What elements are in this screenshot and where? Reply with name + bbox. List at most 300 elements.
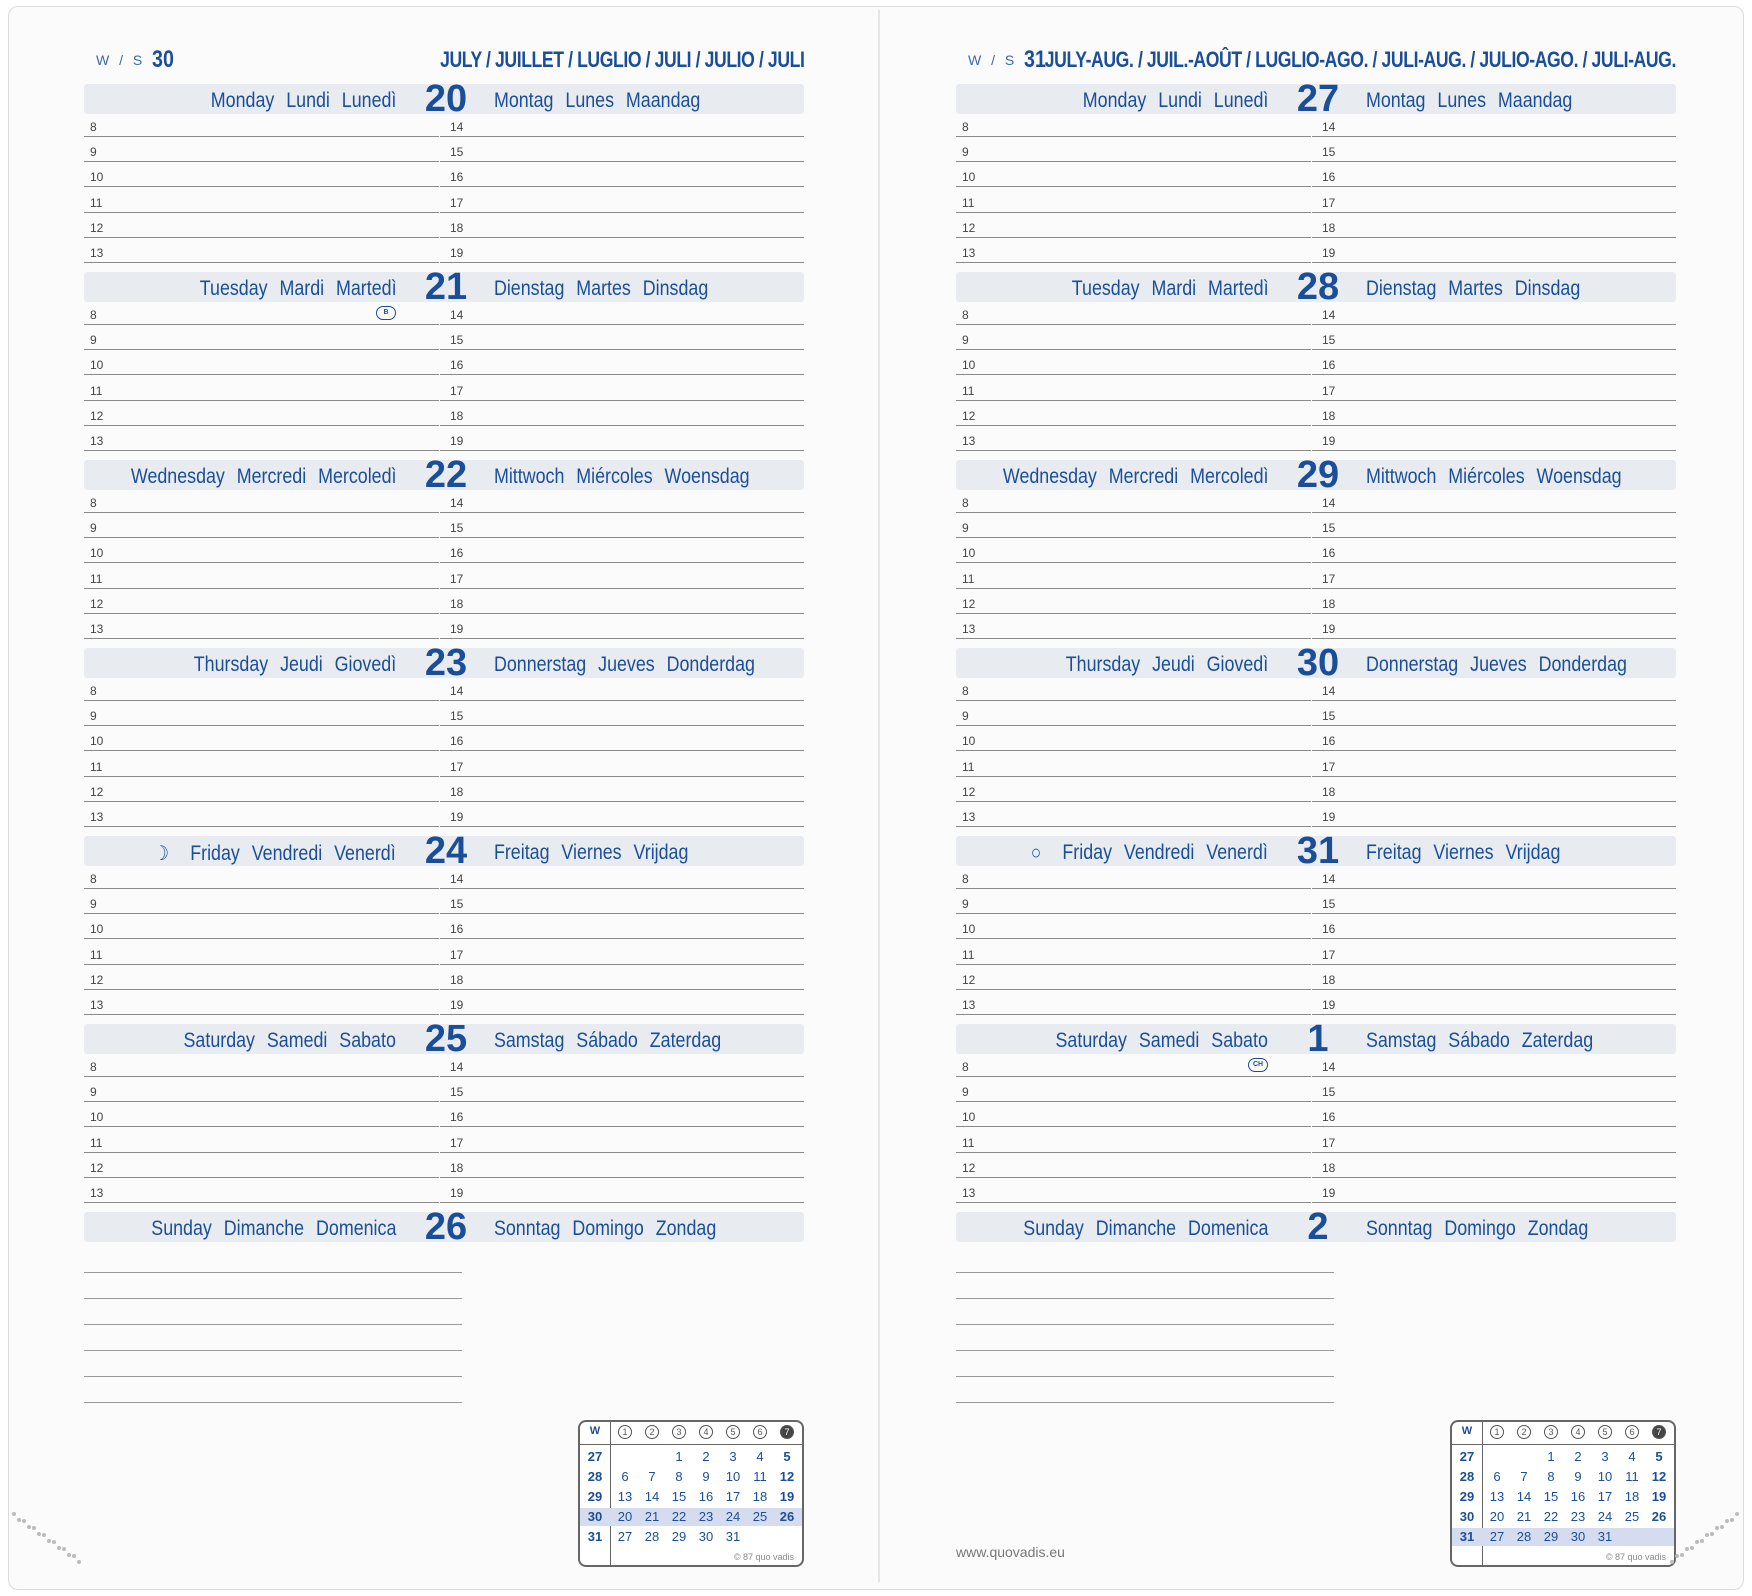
week-header: [84, 46, 804, 76]
hour-label: 12: [90, 220, 104, 235]
weekday-header: [612, 1425, 638, 1439]
calendar-day: 24: [1597, 1509, 1613, 1524]
mini-calendar-header: [580, 1424, 802, 1442]
day-name: Sunday: [1022, 1217, 1084, 1240]
calendar-day: 2: [702, 1449, 710, 1464]
week-number-cell: 30: [1459, 1509, 1475, 1524]
weekday-header: [720, 1425, 746, 1439]
hour-label: 15: [450, 897, 464, 912]
time-slot[interactable]: [956, 986, 1311, 1015]
time-slot[interactable]: [84, 986, 439, 1015]
note-line[interactable]: [84, 1298, 462, 1325]
hour-label: 13: [962, 622, 976, 636]
day-name: Domenica: [1187, 1217, 1269, 1240]
time-slot[interactable]: [1312, 422, 1676, 451]
day-name: Friday: [190, 842, 241, 865]
hour-label: 18: [1322, 596, 1336, 611]
calendar-week-row: [580, 1448, 802, 1466]
day-name: Wednesday: [1002, 465, 1097, 488]
hour-label: 15: [450, 709, 464, 724]
hour-label: 18: [450, 1160, 464, 1175]
day-names-left: [1017, 1217, 1274, 1241]
day-name: Viernes: [561, 841, 622, 864]
hour-label: 8: [962, 120, 969, 134]
hour-label: 15: [450, 1085, 464, 1100]
day-name: Dinsdag: [1514, 277, 1581, 300]
day-name: Vrijdag: [1505, 841, 1561, 864]
day-name: Saturday: [1055, 1029, 1128, 1052]
hour-label: 9: [90, 1085, 97, 1100]
day-name: Sonntag: [1365, 1217, 1433, 1240]
moon-phase-icon: ○: [1031, 842, 1042, 864]
calendar-week-row: [1452, 1508, 1674, 1526]
time-slot[interactable]: [440, 798, 804, 827]
hour-label: 19: [1322, 810, 1336, 824]
time-slot[interactable]: [956, 234, 1311, 263]
time-slot[interactable]: [440, 610, 804, 639]
hour-label: 8: [962, 496, 969, 510]
hour-label: 16: [1322, 546, 1336, 561]
calendar-week-row: [1452, 1468, 1674, 1486]
day-name: Mittwoch: [493, 465, 565, 488]
time-slot[interactable]: [84, 234, 439, 263]
hour-label: 19: [450, 998, 464, 1012]
day-name: Dienstag: [1365, 277, 1437, 300]
note-line[interactable]: [84, 1376, 462, 1403]
note-line[interactable]: [956, 1376, 1334, 1403]
week-number-cell: 27: [587, 1449, 603, 1464]
day-number: 22: [424, 454, 468, 496]
calendar-week-row: [1452, 1448, 1674, 1466]
note-line[interactable]: [956, 1350, 1334, 1377]
day-name: Vendredi: [1124, 841, 1195, 864]
day-name: Mercredi: [1108, 465, 1178, 488]
hour-label: 11: [90, 1135, 103, 1150]
weekday-circle: 7: [780, 1425, 794, 1439]
hour-label: 17: [450, 195, 464, 210]
hour-label: 15: [1322, 709, 1336, 724]
calendar-day: 27: [617, 1529, 633, 1544]
day-names-right: [488, 1217, 722, 1241]
hour-label: 15: [1322, 897, 1336, 912]
time-slot[interactable]: [440, 986, 804, 1015]
calendar-day: 2: [1574, 1449, 1582, 1464]
time-slot[interactable]: [84, 610, 439, 639]
day-name: Jeudi: [1151, 653, 1195, 676]
hour-label: 9: [962, 333, 969, 348]
day-names-right: [1360, 1217, 1594, 1241]
time-slot[interactable]: [1312, 234, 1676, 263]
calendar-week-row: [1452, 1528, 1674, 1546]
hour-label: 8: [962, 1060, 969, 1074]
weekday-header: [693, 1425, 719, 1439]
day-number: 31: [1296, 830, 1340, 872]
hour-label: 19: [450, 434, 464, 448]
moon-phase-icon: ☽: [154, 843, 170, 865]
day-name: Sábado: [1448, 1029, 1510, 1052]
calendar-day: 3: [729, 1449, 737, 1464]
divider: [580, 1444, 802, 1445]
hour-label: 15: [1322, 521, 1336, 536]
calendar-day: 30: [1570, 1529, 1586, 1544]
hour-label: 9: [90, 897, 97, 912]
day-name: Venerdì: [1206, 841, 1269, 864]
hour-label: 16: [450, 734, 464, 749]
hour-label: 10: [90, 170, 104, 185]
hour-label: 16: [1322, 734, 1336, 749]
weekday-circle: 5: [1598, 1425, 1612, 1439]
day-number: 2: [1307, 1206, 1329, 1248]
hour-label: 19: [1322, 998, 1336, 1012]
day-name: Zondag: [1527, 1217, 1589, 1240]
note-line[interactable]: [956, 1298, 1334, 1325]
hour-label: 13: [90, 434, 104, 448]
day-name: Samstag: [493, 1029, 565, 1052]
day-name: Miércoles: [1448, 465, 1525, 488]
day-name: Sabato: [1211, 1029, 1269, 1052]
calendar-day: 13: [617, 1489, 633, 1504]
weekday-header: [1511, 1425, 1537, 1439]
note-line[interactable]: [84, 1324, 462, 1351]
calendar-day: 20: [617, 1509, 633, 1524]
hour-label: 15: [1322, 1085, 1336, 1100]
day-name: Jueves: [1470, 653, 1527, 676]
day-names-left: [145, 1217, 402, 1241]
day-name: Mercredi: [236, 465, 306, 488]
calendar-day: 1: [675, 1449, 683, 1464]
day-name: Zondag: [655, 1217, 717, 1240]
calendar-day: 4: [1628, 1449, 1636, 1464]
day-name: Freitag: [1365, 841, 1422, 864]
day-name: Mardi: [1150, 277, 1196, 300]
hour-label: 19: [450, 622, 464, 636]
hour-label: 8: [90, 872, 97, 886]
day-name: Domenica: [315, 1217, 397, 1240]
hour-label: 12: [962, 220, 976, 235]
week-number-cell: 30: [587, 1509, 603, 1524]
week-number-cell: 28: [587, 1469, 603, 1484]
hour-label: 19: [1322, 622, 1336, 636]
time-slot[interactable]: [956, 610, 1311, 639]
week-number-cell: 29: [587, 1489, 603, 1504]
hour-label: 11: [90, 571, 103, 586]
hour-label: 15: [1322, 145, 1336, 160]
calendar-day: 29: [1543, 1529, 1559, 1544]
hour-label: 11: [962, 947, 975, 962]
day-name: Sunday: [150, 1217, 212, 1240]
hour-label: 12: [962, 972, 976, 987]
time-slot[interactable]: [84, 1174, 439, 1203]
day-name: Martedì: [335, 277, 397, 300]
hour-label: 11: [962, 1135, 975, 1150]
calendar-day: 18: [1624, 1489, 1640, 1504]
copyright-text: © 87 quo vadis: [733, 1552, 794, 1562]
calendar-day: 10: [1597, 1469, 1613, 1484]
weekday-circle: 6: [1625, 1425, 1639, 1439]
hour-label: 17: [1322, 947, 1336, 962]
week-column-header: W: [1461, 1425, 1473, 1437]
note-line[interactable]: [84, 1246, 462, 1273]
day-name: Vendredi: [252, 842, 323, 865]
hour-label: 8: [90, 308, 97, 322]
day-name: Giovedì: [1206, 653, 1269, 676]
hour-label: 10: [90, 546, 104, 561]
hour-label: 14: [450, 496, 464, 510]
weekday-header: [747, 1425, 773, 1439]
hour-label: 10: [962, 358, 976, 373]
weekday-circle: 5: [726, 1425, 740, 1439]
hour-label: 8: [90, 684, 97, 698]
right-page: [956, 0, 1676, 1596]
hour-label: 16: [450, 546, 464, 561]
hour-label: 17: [450, 759, 464, 774]
day-name: Samstag: [1365, 1029, 1437, 1052]
calendar-day: 27: [1489, 1529, 1505, 1544]
weekday-circle: 4: [699, 1425, 713, 1439]
calendar-day: 20: [1489, 1509, 1505, 1524]
hour-label: 11: [90, 759, 103, 774]
hour-label: 13: [962, 998, 976, 1012]
day-name: Saturday: [183, 1029, 256, 1052]
day-name: Friday: [1062, 841, 1113, 864]
hour-label: 14: [450, 308, 464, 322]
day-name: Wednesday: [130, 465, 225, 488]
hour-label: 15: [450, 333, 464, 348]
day-name: Vrijdag: [633, 841, 689, 864]
hour-label: 13: [90, 622, 104, 636]
hour-label: 12: [90, 784, 104, 799]
hour-label: 18: [450, 596, 464, 611]
day-name: Donnerstag: [1365, 653, 1459, 676]
day-name: Thursday: [193, 653, 269, 676]
hour-label: 14: [450, 684, 464, 698]
hour-label: 15: [450, 521, 464, 536]
hour-label: 12: [962, 784, 976, 799]
day-name: Zaterdag: [649, 1029, 722, 1052]
hour-label: 17: [450, 1135, 464, 1150]
calendar-day: 18: [752, 1489, 768, 1504]
calendar-day: 28: [1516, 1529, 1532, 1544]
week-label: W / S: [96, 52, 146, 68]
time-slot[interactable]: [956, 422, 1311, 451]
note-line[interactable]: [956, 1246, 1334, 1273]
hour-label: 8: [962, 308, 969, 322]
time-slot[interactable]: [1312, 610, 1676, 639]
day-name: Montag: [1365, 89, 1426, 112]
week-number-cell: 28: [1459, 1469, 1475, 1484]
time-slot[interactable]: [956, 798, 1311, 827]
hour-label: 12: [90, 596, 104, 611]
day-name: Lunes: [1437, 89, 1487, 112]
calendar-day: 22: [671, 1509, 687, 1524]
weekday-header: [639, 1425, 665, 1439]
hour-label: 10: [90, 358, 104, 373]
note-line[interactable]: [84, 1272, 462, 1299]
hour-label: 14: [1322, 120, 1336, 134]
left-page: [84, 0, 804, 1596]
hour-label: 8: [962, 872, 969, 886]
day-name: Jueves: [598, 653, 655, 676]
hour-label: 17: [450, 947, 464, 962]
weekday-circle: 6: [753, 1425, 767, 1439]
calendar-day: 15: [671, 1489, 687, 1504]
hour-label: 16: [1322, 1110, 1336, 1125]
hour-label: 18: [1322, 408, 1336, 423]
hour-label: 16: [450, 358, 464, 373]
calendar-day: 31: [1597, 1529, 1613, 1544]
month-title: JULY-AUG. / JUIL.-AOÛT / LUGLIO-AGO. / JULI-AUG. / JULIO-AGO. / JULI-AUG.: [1044, 47, 1676, 72]
time-slot[interactable]: [956, 1174, 1311, 1203]
hour-label: 11: [90, 383, 103, 398]
calendar-day: 12: [1651, 1469, 1667, 1484]
hour-label: 12: [90, 408, 104, 423]
holiday-badge: CH: [1248, 1058, 1268, 1072]
hour-label: 15: [450, 145, 464, 160]
time-slot[interactable]: [84, 798, 439, 827]
calendar-day: 13: [1489, 1489, 1505, 1504]
calendar-day: 10: [725, 1469, 741, 1484]
calendar-week-row: [580, 1508, 802, 1526]
time-slot[interactable]: [440, 422, 804, 451]
day-name: Dinsdag: [642, 277, 709, 300]
day-name: Tuesday: [199, 277, 268, 300]
hour-label: 13: [90, 810, 104, 824]
calendar-day: 14: [644, 1489, 660, 1504]
hour-label: 14: [1322, 684, 1336, 698]
note-line[interactable]: [84, 1350, 462, 1377]
hour-label: 11: [962, 383, 975, 398]
hour-label: 19: [450, 1186, 464, 1200]
hour-label: 14: [450, 120, 464, 134]
time-slot[interactable]: [84, 422, 439, 451]
hour-label: 17: [1322, 571, 1336, 586]
note-line[interactable]: [956, 1324, 1334, 1351]
calendar-day: 31: [725, 1529, 741, 1544]
hour-label: 14: [450, 872, 464, 886]
day-name: Domingo: [1444, 1217, 1516, 1240]
day-name: Mercoledì: [1189, 465, 1269, 488]
hour-label: 14: [1322, 308, 1336, 322]
weekday-header: [774, 1425, 800, 1439]
calendar-day: 9: [702, 1469, 710, 1484]
day-name: Woensdag: [664, 465, 750, 488]
hour-label: 10: [90, 734, 104, 749]
hour-label: 10: [90, 922, 104, 937]
calendar-week-row: [580, 1528, 802, 1546]
hour-label: 19: [1322, 434, 1336, 448]
calendar-day: 26: [779, 1509, 795, 1524]
hour-label: 13: [90, 998, 104, 1012]
calendar-week-row: [580, 1468, 802, 1486]
hour-label: 12: [90, 1160, 104, 1175]
hour-label: 19: [450, 246, 464, 260]
hour-label: 18: [1322, 972, 1336, 987]
calendar-day: 19: [1651, 1489, 1667, 1504]
calendar-day: 15: [1543, 1489, 1559, 1504]
weekday-circle: 2: [1517, 1425, 1531, 1439]
calendar-day: 23: [1570, 1509, 1586, 1524]
calendar-day: 16: [1570, 1489, 1586, 1504]
day-number: 26: [424, 1206, 468, 1248]
day-number: 27: [1296, 78, 1340, 120]
day-name: Donnerstag: [493, 653, 587, 676]
day-name: Lunes: [565, 89, 615, 112]
time-slot[interactable]: [1312, 986, 1676, 1015]
hour-label: 14: [450, 1060, 464, 1074]
calendar-day: 17: [1597, 1489, 1613, 1504]
hour-label: 13: [90, 1186, 104, 1200]
calendar-day: 30: [698, 1529, 714, 1544]
day-number: 25: [424, 1018, 468, 1060]
calendar-day: 21: [644, 1509, 660, 1524]
day-name: Samedi: [267, 1029, 328, 1052]
calendar-day: 25: [752, 1509, 768, 1524]
weekday-circle: 1: [618, 1425, 632, 1439]
day-name: Venerdì: [334, 842, 397, 865]
week-number-cell: 29: [1459, 1489, 1475, 1504]
day-name: Zaterdag: [1521, 1029, 1594, 1052]
calendar-day: 7: [648, 1469, 656, 1484]
day-name: Maandag: [1497, 89, 1573, 112]
day-name: Martedì: [1207, 277, 1269, 300]
hour-label: 19: [1322, 1186, 1336, 1200]
time-slot[interactable]: [1312, 798, 1676, 827]
hour-label: 18: [1322, 220, 1336, 235]
time-slot[interactable]: [440, 234, 804, 263]
weekday-circle: 1: [1490, 1425, 1504, 1439]
day-name: Woensdag: [1536, 465, 1622, 488]
time-slot[interactable]: [1312, 1174, 1676, 1203]
calendar-day: 1: [1547, 1449, 1555, 1464]
calendar-day: 29: [671, 1529, 687, 1544]
month-title: JULY / JUILLET / LUGLIO / JULI / JULIO / JULI: [439, 47, 804, 72]
hour-label: 9: [90, 709, 97, 724]
calendar-day: 14: [1516, 1489, 1532, 1504]
hour-label: 18: [1322, 1160, 1336, 1175]
calendar-day: 5: [783, 1449, 791, 1464]
day-name: Thursday: [1065, 653, 1141, 676]
time-slot[interactable]: [440, 1174, 804, 1203]
day-name: Giovedì: [334, 653, 397, 676]
day-number: 29: [1296, 454, 1340, 496]
hour-label: 14: [1322, 872, 1336, 886]
hour-label: 18: [450, 408, 464, 423]
divider: [1452, 1444, 1674, 1445]
week-number-cell: 27: [1459, 1449, 1475, 1464]
day-name: Mercoledì: [317, 465, 397, 488]
hour-label: 10: [962, 1110, 976, 1125]
calendar-day: 4: [756, 1449, 764, 1464]
day-name: Lunedì: [1213, 89, 1269, 112]
calendar-day: 3: [1601, 1449, 1609, 1464]
day-name: Jeudi: [279, 653, 323, 676]
weekday-circle: 3: [1544, 1425, 1558, 1439]
week-number: 31: [1024, 46, 1046, 73]
hour-label: 10: [962, 170, 976, 185]
hour-label: 19: [450, 810, 464, 824]
calendar-day: 19: [779, 1489, 795, 1504]
day-name: Mittwoch: [1365, 465, 1437, 488]
note-line[interactable]: [956, 1272, 1334, 1299]
website-url: www.quovadis.eu: [956, 1544, 1065, 1560]
day-number: 24: [424, 830, 468, 872]
day-name: Domingo: [572, 1217, 644, 1240]
day-name: Dimanche: [1095, 1217, 1176, 1240]
hour-label: 13: [962, 246, 976, 260]
hour-label: 16: [450, 922, 464, 937]
day-name: Lunedì: [341, 89, 397, 112]
hour-label: 19: [1322, 246, 1336, 260]
